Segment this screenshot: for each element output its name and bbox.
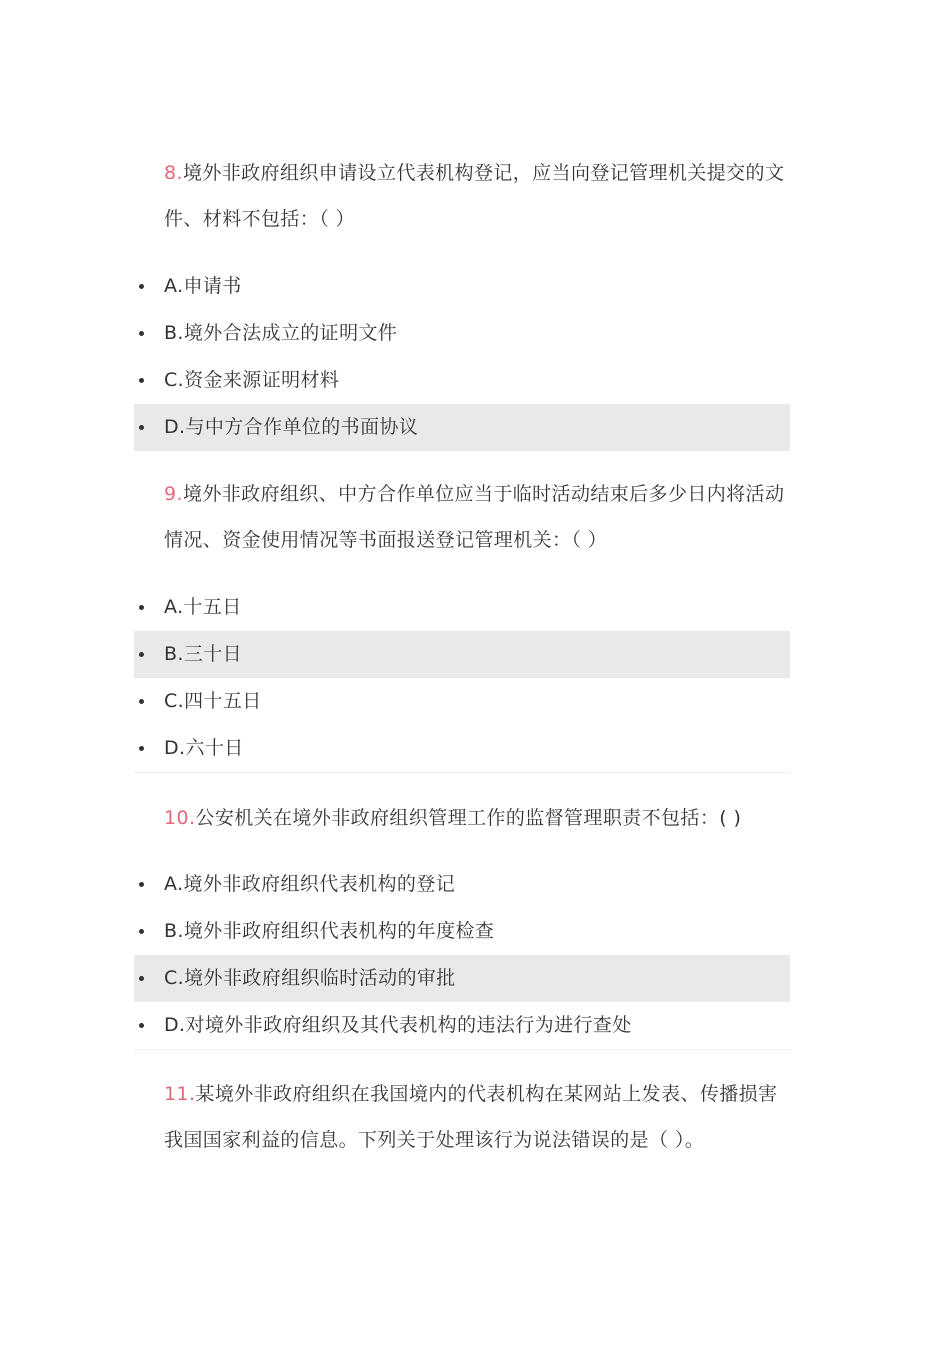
option-c-selected[interactable] — [134, 955, 790, 1002]
option-label: C.资金来源证明材料 — [164, 369, 340, 391]
quiz-content — [134, 150, 790, 1163]
divider — [134, 772, 790, 773]
option-label: B.境外合法成立的证明文件 — [164, 322, 398, 344]
bullet-icon — [139, 1023, 144, 1028]
question-10 — [134, 795, 790, 841]
bullet-icon — [139, 425, 144, 430]
option-c[interactable] — [134, 357, 790, 404]
bullet-icon — [139, 605, 144, 610]
bullet-icon — [139, 746, 144, 751]
question-number: 8. — [164, 162, 183, 184]
question-text: 某境外非政府组织在我国境内的代表机构在某网站上发表、传播损害我国国家利益的信息。下列关于处理该行为说法错误的是（ ）。 — [164, 1083, 778, 1151]
bullet-icon — [139, 378, 144, 383]
option-d[interactable] — [134, 725, 790, 772]
option-label: C.四十五日 — [164, 690, 262, 712]
option-d[interactable] — [134, 1002, 790, 1049]
question-text: 境外非政府组织、中方合作单位应当于临时活动结束后多少日内将活动情况、资金使用情况等书面报送登记管理机关：（ ） — [164, 483, 785, 551]
option-label: B.境外非政府组织代表机构的年度检查 — [164, 920, 495, 942]
question-text: 公安机关在境外非政府组织管理工作的监督管理职责不包括：( ) — [195, 807, 742, 829]
option-c[interactable] — [134, 678, 790, 725]
question-11 — [134, 1071, 790, 1163]
option-b-selected[interactable] — [134, 631, 790, 678]
bullet-icon — [139, 331, 144, 336]
question-number: 11. — [164, 1083, 196, 1105]
bullet-icon — [139, 284, 144, 289]
option-label: C.境外非政府组织临时活动的审批 — [164, 967, 456, 989]
question-text: 境外非政府组织申请设立代表机构登记，应当向登记管理机关提交的文件、材料不包括：（ ） — [164, 162, 785, 230]
bullet-icon — [139, 929, 144, 934]
option-label: D.对境外非政府组织及其代表机构的违法行为进行查处 — [164, 1014, 632, 1036]
divider — [134, 1049, 790, 1050]
options-list-q9 — [134, 584, 790, 772]
option-a[interactable] — [134, 861, 790, 908]
option-b[interactable] — [134, 310, 790, 357]
options-list-q10 — [134, 861, 790, 1049]
options-list-q8 — [134, 263, 790, 451]
option-label: D.与中方合作单位的书面协议 — [164, 416, 419, 438]
option-d-selected[interactable] — [134, 404, 790, 451]
option-b[interactable] — [134, 908, 790, 955]
option-label: D.六十日 — [164, 737, 244, 759]
question-8 — [134, 150, 790, 242]
option-a[interactable] — [134, 263, 790, 310]
question-9 — [134, 471, 790, 563]
question-number: 9. — [164, 483, 183, 505]
option-label: B.三十日 — [164, 643, 243, 665]
bullet-icon — [139, 652, 144, 657]
option-label: A.境外非政府组织代表机构的登记 — [164, 873, 456, 895]
option-label: A.十五日 — [164, 596, 242, 618]
bullet-icon — [139, 882, 144, 887]
bullet-icon — [139, 699, 144, 704]
option-a[interactable] — [134, 584, 790, 631]
bullet-icon — [139, 976, 144, 981]
question-number: 10. — [164, 807, 196, 829]
option-label: A.申请书 — [164, 275, 242, 297]
